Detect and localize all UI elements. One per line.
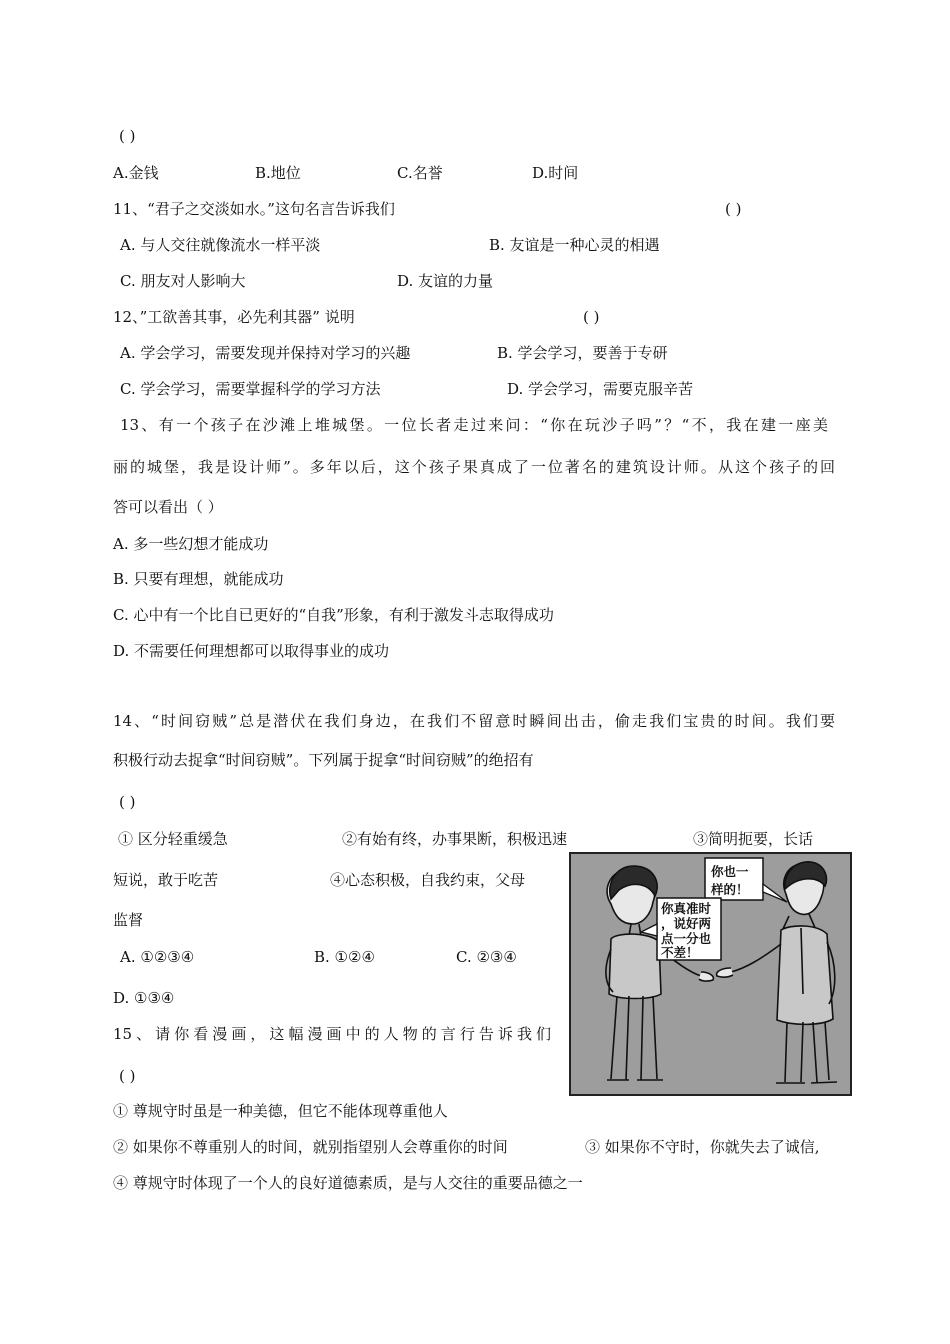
q13-option-a: A. 多一些幻想才能成功: [113, 535, 269, 553]
q10-answer-paren: ( ): [119, 127, 136, 145]
q14-option-d: D. ①③④: [113, 989, 175, 1007]
q13-option-d: D. 不需要任何理想都可以取得事业的成功: [113, 642, 390, 660]
cartoon-illustration: [569, 852, 852, 1096]
speech-bubble-right: [705, 858, 787, 902]
q13-stem-line1: 13、有一个孩子在沙滩上堆城堡。一位长者走过来问：“你在玩沙子吗”？“不，我在建一座美: [120, 416, 828, 434]
bubble-right-line1: 你也一: [711, 864, 749, 879]
bubble-left-line1: 你真准时: [661, 901, 712, 916]
q12-stem: 12、”工欲善其事，必先利其器” 说明: [113, 308, 355, 326]
q14-item-3: ③简明扼要，长话: [693, 830, 814, 848]
q14-option-c: C. ②③④: [456, 948, 517, 966]
q13-stem-line3: 答可以看出（ ）: [113, 498, 223, 516]
bubble-left-line3: 点一分也: [661, 931, 712, 946]
q14-item-3-cont: 短说，敢于吃苦: [113, 871, 219, 889]
q13-stem-line2: 丽的城堡，我是设计师”。多年以后，这个孩子果真成了一位著名的建筑设计师。从这个孩子的回: [113, 458, 835, 476]
q12-answer-paren: ( ): [583, 308, 600, 326]
q14-answer-paren: ( ): [119, 793, 136, 811]
q10-option-d: D.时间: [532, 164, 579, 182]
q12-option-d: D. 学会学习，需要克服辛苦: [507, 380, 694, 398]
q14-item-2: ②有始有终，办事果断，积极迅速: [342, 830, 568, 848]
q13-option-c: C. 心中有一个比自已更好的“自我”形象，有利于激发斗志取得成功: [113, 606, 554, 624]
q15-statement-4: ④ 尊规守时体现了一个人的良好道德素质，是与人交往的重要品德之一: [113, 1174, 583, 1192]
q11-option-a: A. 与人交往就像流水一样平淡: [120, 236, 321, 254]
q15-stem: 15、请你看漫画，这幅漫画中的人物的言行告诉我们: [113, 1025, 551, 1043]
q15-statement-2: ② 如果你不尊重别人的时间，就别指望别人会尊重你的时间: [113, 1138, 508, 1156]
bubble-left-line2: ，说好两: [661, 916, 712, 931]
q14-stem-line2: 积极行动去捉拿“时间窃贼”。下列属于捉拿“时间窃贼”的绝招有: [113, 751, 534, 769]
cartoon-drawing: [571, 854, 850, 1094]
q11-option-d: D. 友谊的力量: [397, 272, 494, 290]
q14-stem-line1: 14、“时间窃贼”总是潜伏在我们身边，在我们不留意时瞬间出击，偷走我们宝贵的时间。我们要: [113, 712, 835, 730]
q14-item-4: ④心态积极，自我约束，父母: [330, 871, 526, 889]
q14-item-4-cont: 监督: [113, 911, 144, 929]
q10-option-c: C.名誉: [397, 164, 443, 182]
q11-option-b: B. 友谊是一种心灵的相遇: [489, 236, 660, 254]
q11-answer-paren: ( ): [725, 200, 742, 218]
q10-option-a: A.金钱: [113, 164, 159, 182]
q10-option-b: B.地位: [255, 164, 301, 182]
q12-option-c: C. 学会学习，需要掌握科学的学习方法: [120, 380, 381, 398]
q14-option-b: B. ①②④: [314, 948, 375, 966]
bubble-left-line4: 不差！: [661, 945, 699, 960]
q15-answer-paren: ( ): [119, 1067, 136, 1085]
q15-statement-1: ① 尊规守时虽是一种美德，但它不能体现尊重他人: [113, 1102, 448, 1120]
q14-item-1: ① 区分轻重缓急: [118, 830, 228, 848]
q11-option-c: C. 朋友对人影响大: [120, 272, 246, 290]
q14-option-a: A. ①②③④: [120, 948, 195, 966]
q11-stem: 11、“君子之交淡如水。”这句名言告诉我们: [113, 200, 395, 218]
q13-option-b: B. 只要有理想，就能成功: [113, 570, 284, 588]
q15-statement-3: ③ 如果你不守时，你就失去了诚信,: [585, 1138, 820, 1156]
q12-option-a: A. 学会学习，需要发现并保持对学习的兴趣: [120, 344, 411, 362]
q12-option-b: B. 学会学习，要善于专研: [497, 344, 668, 362]
bubble-right-line2: 样的！: [711, 882, 749, 897]
